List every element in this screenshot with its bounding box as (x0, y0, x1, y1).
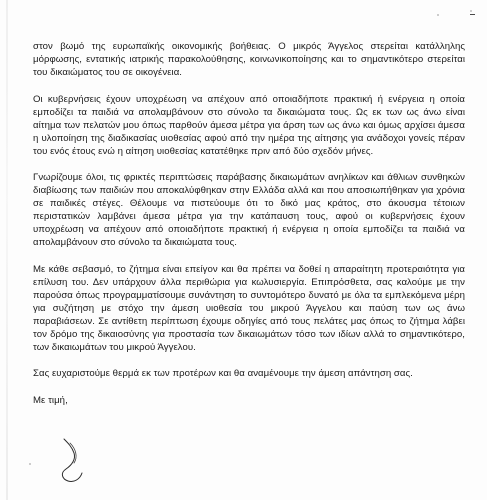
scan-edge-shadow (6, 0, 8, 500)
signature-scribble (52, 437, 92, 487)
paragraph-1: στον βωμό της ευρωπαϊκής οικονομικής βοήθειας. Ο μικρός Άγγελος στερείται κατάλληλης μόρφωσης, εντατικής ιατρικής παρακολούθησης, κοινωνικοποίησης και το σημαντικότερο στερείται του δικαιώματος του σε οικογένεια. (33, 41, 465, 78)
margin-tick-mark (470, 14, 475, 15)
scan-speck (470, 10, 472, 12)
scan-speck (29, 463, 31, 465)
paragraph-2: Οι κυβερνήσεις έχουν υποχρέωση να απέχουν από οποιαδήποτε πρακτική ή ενέργεια η οποία εμποδίζει τα παιδιά να απολαμβάνουν στο σύνολο τα δικαιώματα τους. Ως εκ των ως άνω είναι αίτημα των πελατών μου όπως παρθούν άμεσα μέτρα για άρση των ως άνω και όμως αρχίσει άμεσα η υλοποίηση της διαδικασίας υιοθεσίας αφού από την ημέρα της αίτησης για ανάδοχοι γονείς πέραν του ενός έτους ενώ η αίτηση υιοθεσίας κατατέθηκε πριν από δύο σχεδόν μήνες. (33, 93, 465, 157)
letter-body (33, 40, 465, 407)
paragraph-4: Με κάθε σεβασμό, το ζήτημα είναι επείγον και θα πρέπει να δοθεί η απαραίτητη προτεραιότητα για επίλυση του. Δεν υπάρχουν άλλα περιθώρια για κωλυσιεργία. Επιπρόσθετα, σας καλούμε με την παρούσα όπως προγραμματίσουμε συνάντηση το συντομότερο δυνατό με όλα τα εμπλεκόμενα μέρη για συζήτηση με στόχο την άμεση υιοθεσία του μικρού Άγγελου και παύση των ως άνω παραβιάσεων. Σε αντίθετη περίπτωση έχουμε οδηγίες από τους πελάτες μας όπως το ζήτημα λάβει τον δρόμο της δικαιοσύνης για προστασία των δικαιωμάτων τόσο των ιδίων αλλά το σημαντικότερο, των δικαιωμάτων του μικρού Άγγελου. (33, 263, 465, 353)
scan-speck (437, 14, 439, 16)
paragraph-thanks: Σας ευχαριστούμε θερμά εκ των προτέρων και θα αναμένουμε την άμεση απάντηση σας. (33, 368, 413, 379)
paragraph-3: Γνωρίζουμε όλοι, τις φρικτές περιπτώσεις παράβασης δικαιωμάτων ανηλίκων και άθλιων συνθηκών διαβίωσης των παιδιών που αποκαλύφθηκαν στην Ελλάδα αλλά και που αποσιωπήθηκαν για χρόνια σε παιδικές στέγες. Θέλουμε να πιστεύουμε ότι το δικό μας κράτος, στο άκουσμα τέτοιων περιστατικών λαμβάνει άμεσα μέτρα για την κατάπαυση τους, αφού οι κυβερνήσεις έχουν υποχρέωση να απέχουν από οποιαδήποτε πρακτική ή ενέργεια η οποία εμποδίζει τα παιδιά να απολαμβάνουν στο σύνολο τα δικαιώματα τους. (33, 172, 465, 248)
closing-salutation: Με τιμή, (33, 395, 68, 406)
